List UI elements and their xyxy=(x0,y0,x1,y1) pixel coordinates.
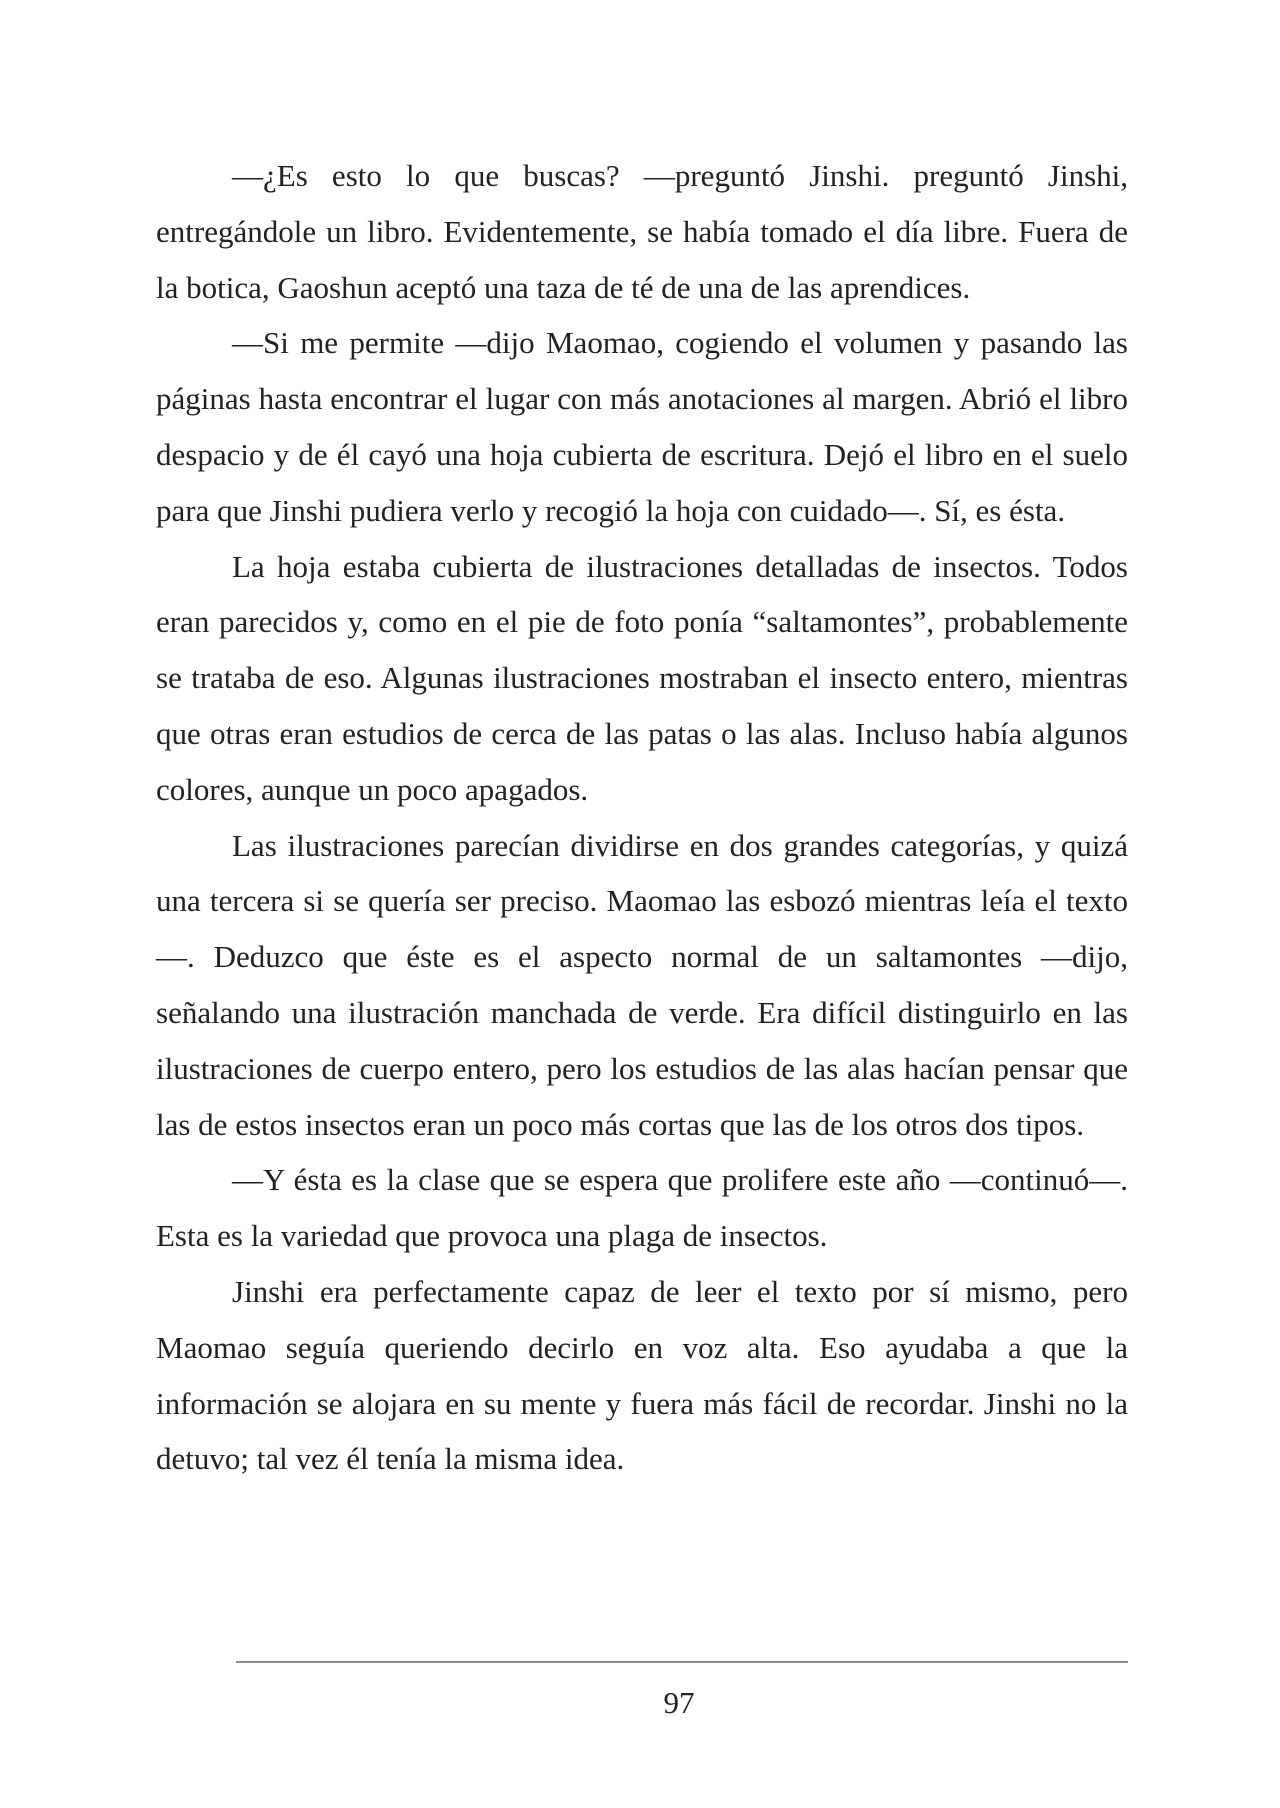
paragraph-5: —Y ésta es la clase que se espera que prolifere este año —continuó—. Esta es la variedad que provoca una plaga de insectos. xyxy=(156,1162,1128,1254)
footer-divider xyxy=(236,1661,1128,1663)
body-text xyxy=(156,148,1128,1487)
paragraph-3: La hoja estaba cubierta de ilustraciones detalladas de insectos. Todos eran parecidos y, como en el pie de foto ponía “saltamontes”, probablemente se trataba de eso. Algunas ilustraciones mostraban el insecto entero, mientras que otras eran estudios de cerca de las patas o las alas. Incluso había algunos colores, aunque un poco apagados. xyxy=(156,548,1128,807)
paragraph-1: —¿Es esto lo que buscas? —preguntó Jinshi. preguntó Jinshi, entregándole un libro. Evidentemente, se había tomado el día libre. Fuera de la botica, Gaoshun aceptó una taza de té de una de las aprendices. xyxy=(156,158,1128,305)
paragraph-4: Las ilustraciones parecían dividirse en dos grandes categorías, y quizá una tercera si se quería ser preciso. Maomao las esbozó mientras leía el texto—. Deduzco que éste es el aspecto normal de un saltamontes —dijo, señalando una ilustración manchada de verde. Era difícil distinguirlo en las ilustraciones de cuerpo entero, pero los estudios de las alas hacían pensar que las de estos insectos eran un poco más cortas que las de los otros dos tipos. xyxy=(156,827,1128,1142)
page-number: 97 xyxy=(663,1685,695,1720)
paragraph-6: Jinshi era perfectamente capaz de leer el texto por sí mismo, pero Maomao seguía queriendo decirlo en voz alta. Eso ayudaba a que la información se alojara en su mente y fuera más fácil de recordar. Jinshi no la detuvo; tal vez él tenía la misma idea. xyxy=(156,1273,1128,1477)
paragraph-2: —Si me permite —dijo Maomao, cogiendo el volumen y pasando las páginas hasta encontrar el lugar con más anotaciones al margen. Abrió el libro despacio y de él cayó una hoja cubierta de escritura. Dejó el libro en el suelo para que Jinshi pudiera verlo y recogió la hoja con cuidado—. Sí, es ésta. xyxy=(156,325,1128,528)
